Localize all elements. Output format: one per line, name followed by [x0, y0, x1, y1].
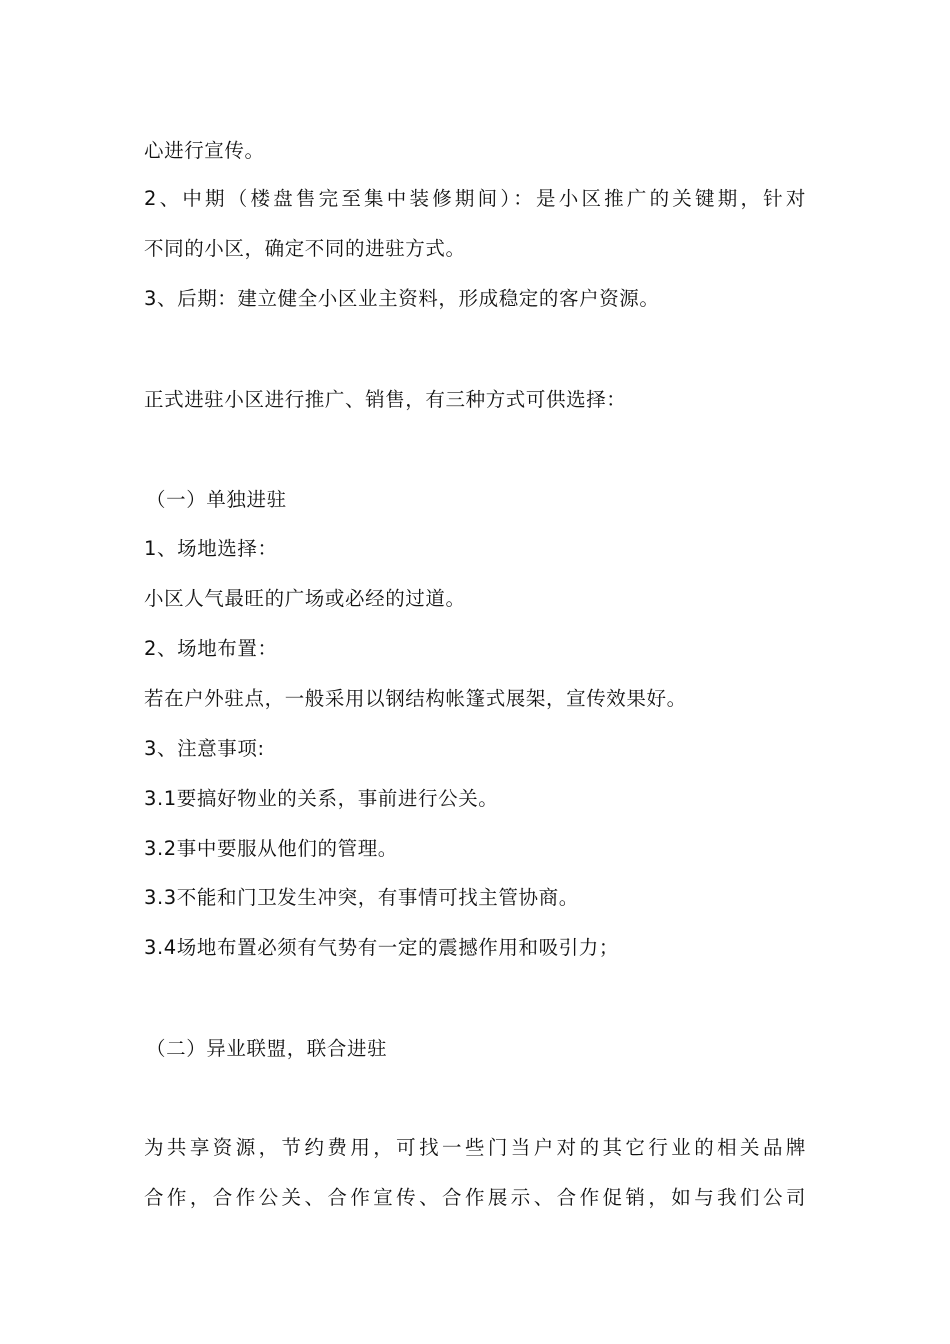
list-item: 3.2事中要服从他们的管理。	[144, 837, 398, 860]
paragraph-line: 合作，合作公关、合作宣传、合作展示、合作促销，如与我们公司	[144, 1186, 806, 1209]
section-heading: （一）单独进驻	[146, 488, 287, 511]
paragraph-line: 心进行宣传。	[144, 139, 265, 162]
list-item-heading: 3、注意事项:	[144, 737, 265, 760]
paragraph-line: 为共享资源，节约费用，可找一些门当户对的其它行业的相关品牌	[144, 1136, 806, 1159]
paragraph-line: 不同的小区，确定不同的进驻方式。	[144, 237, 466, 260]
list-item-heading: 2、场地布置：	[144, 637, 278, 660]
section-heading: （二）异业联盟，联合进驻	[146, 1037, 388, 1060]
list-item: 3.1要搞好物业的关系，事前进行公关。	[144, 787, 499, 810]
paragraph-line: 小区人气最旺的广场或必经的过道。	[144, 587, 466, 610]
paragraph-line: 2、中期（楼盘售完至集中装修期间）：是小区推广的关键期，针对	[144, 187, 806, 210]
paragraph-line: 若在户外驻点，一般采用以钢结构帐篷式展架，宣传效果好。	[144, 687, 687, 710]
paragraph-line: 正式进驻小区进行推广、销售，有三种方式可供选择：	[144, 388, 627, 411]
list-item: 3.4场地布置必须有气势有一定的震撼作用和吸引力；	[144, 936, 620, 959]
paragraph-line: 3、后期：建立健全小区业主资料，形成稳定的客户资源。	[144, 287, 660, 310]
list-item-heading: 1、场地选择：	[144, 537, 278, 560]
list-item: 3.3不能和门卫发生冲突，有事情可找主管协商。	[144, 886, 579, 909]
